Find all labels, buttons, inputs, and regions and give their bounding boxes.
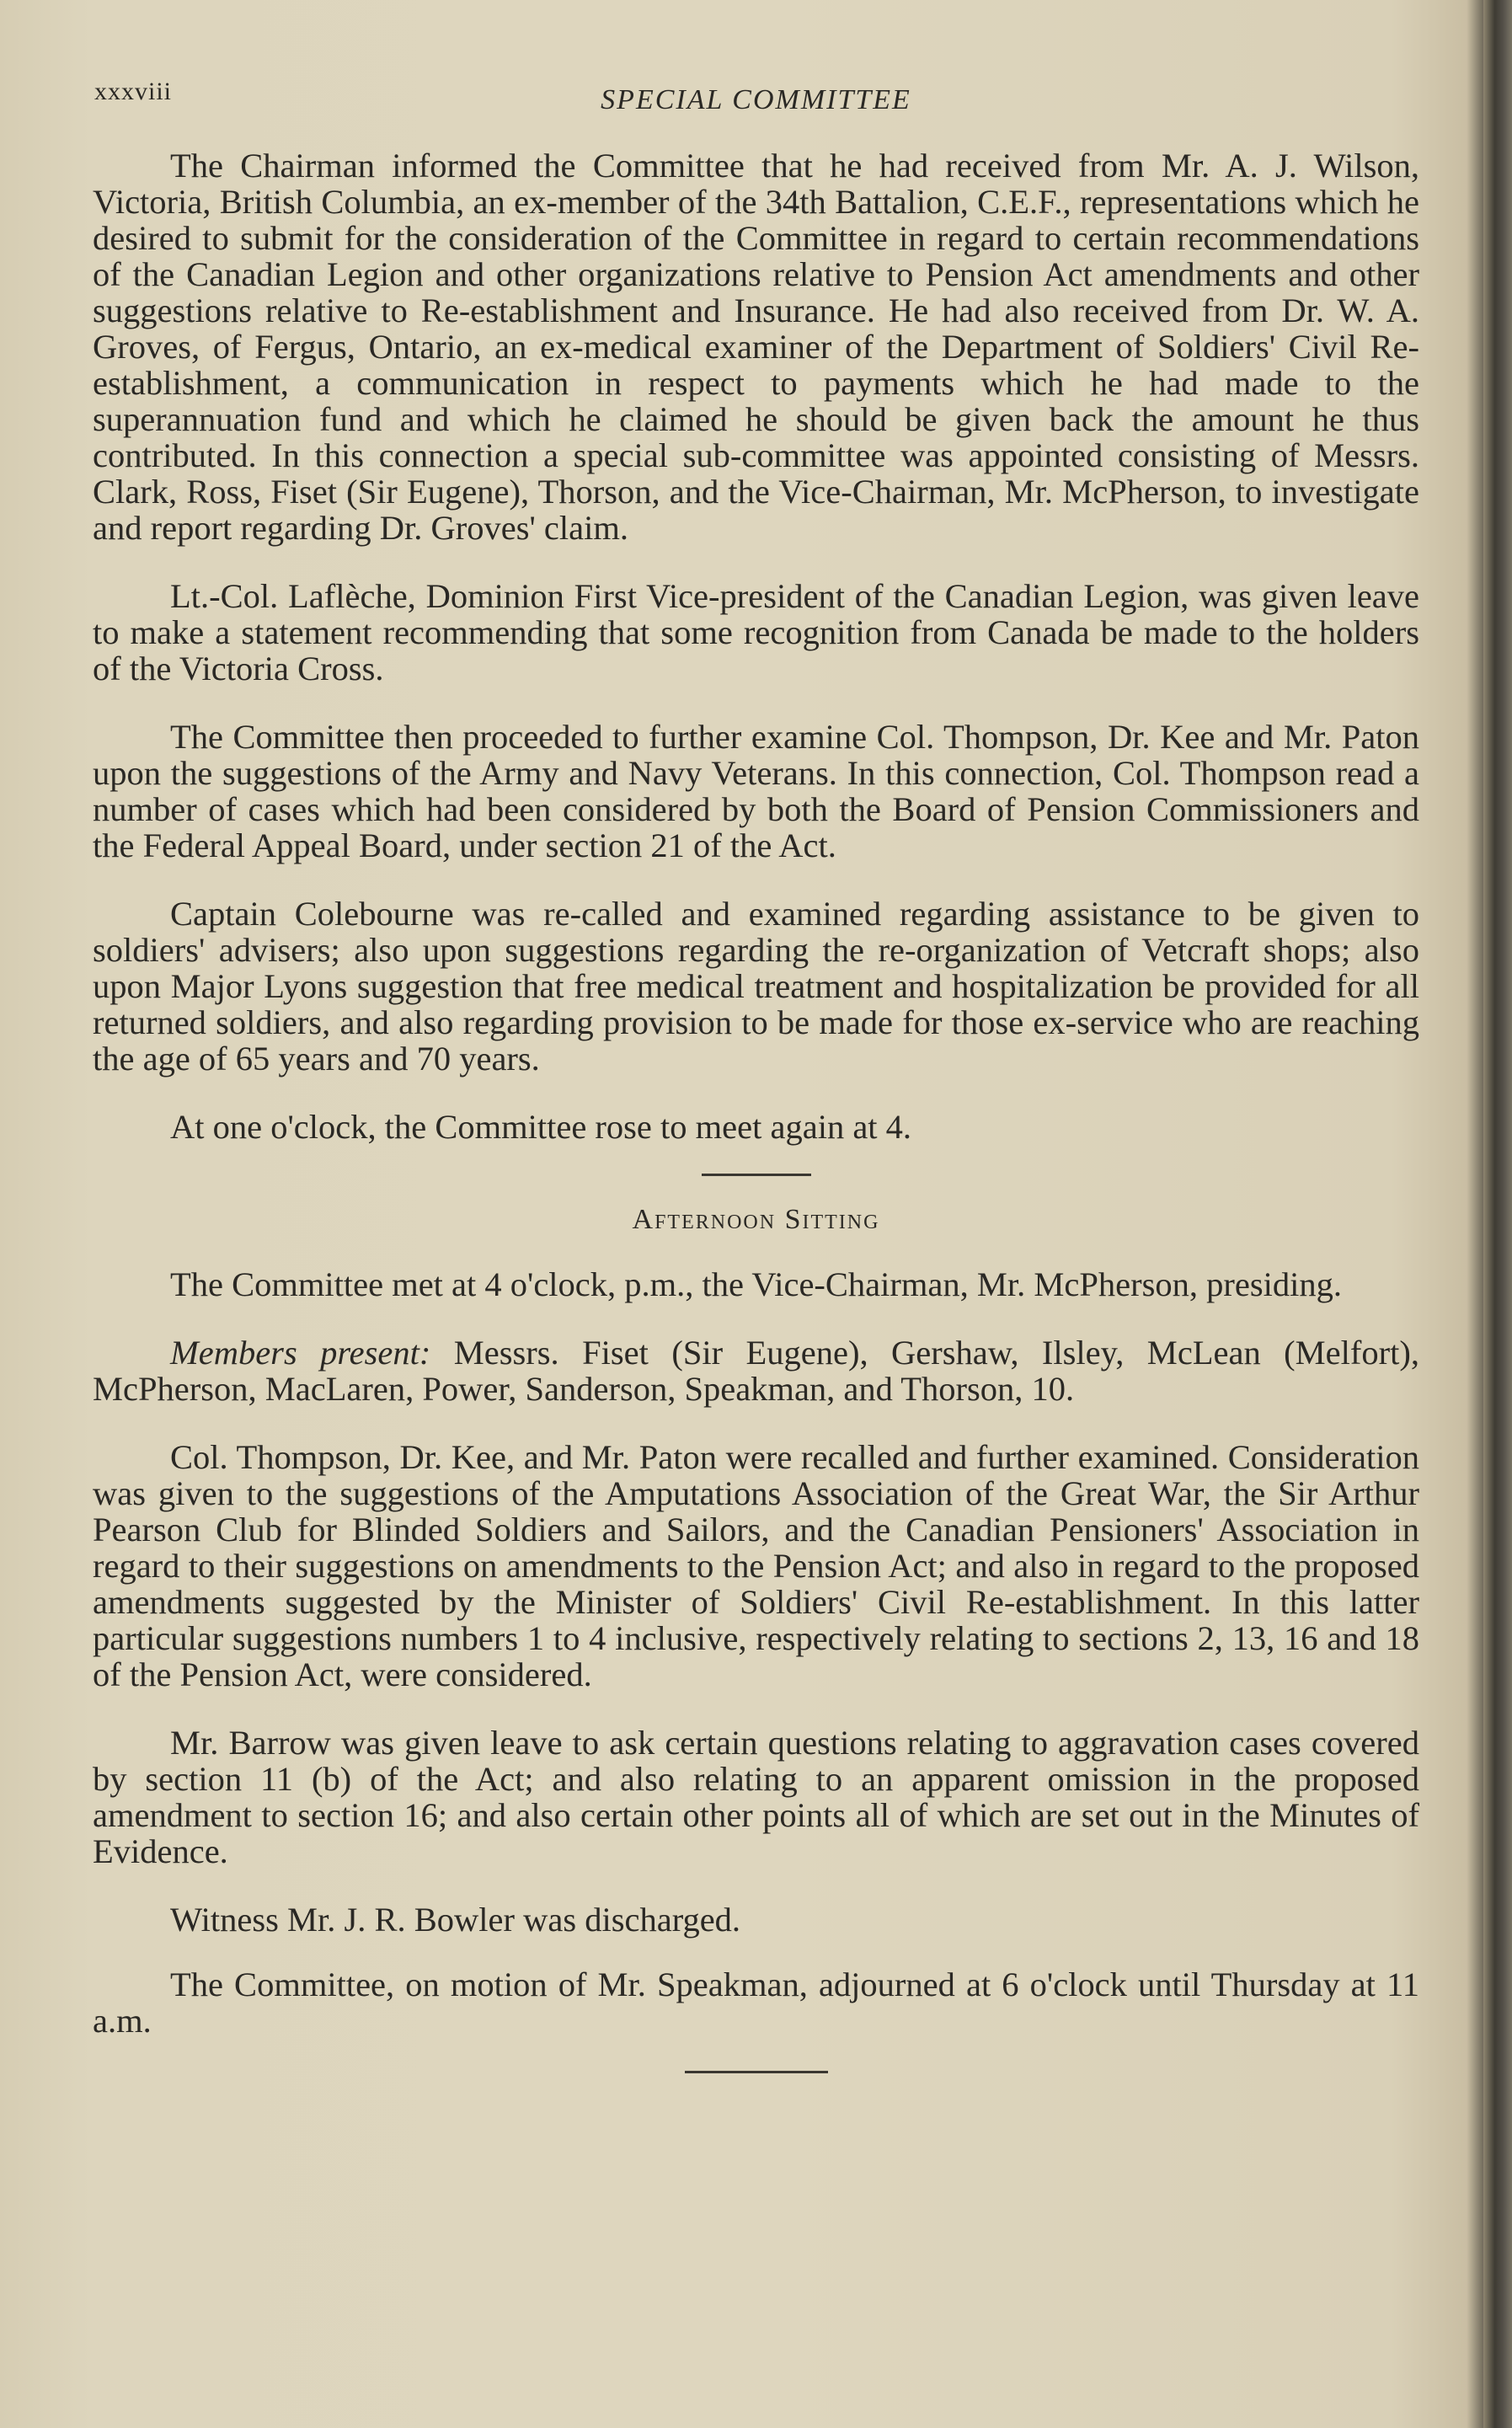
paragraph-barrow-questions: Mr. Barrow was given leave to ask certain questions relating to aggravation cases covered by section 11 (b) of the Act; and also relating to an apparent omission in the proposed amendment to section 16; and also certain other points all of which are set out in the Minutes of Evidence. bbox=[93, 1724, 1419, 1870]
book-spine-shadow bbox=[1483, 0, 1512, 2428]
page-number: xxxviii bbox=[94, 78, 173, 105]
section-heading-afternoon: Afternoon Sitting bbox=[632, 1204, 880, 1235]
paragraph-afternoon-opening: The Committee met at 4 o'clock, p.m., the Vice-Chairman, Mr. McPherson, presiding. bbox=[170, 1265, 1342, 1303]
paragraph-thompson-recalled: Col. Thompson, Dr. Kee, and Mr. Paton were recalled and further examined. Consideration was given to the suggestions of the Amputations Association of the Great War, the Sir Arthur Pearson Club for Blinded Soldiers and Sailors, and the Canadian Pensioners' Association in regard to their suggestions on amendments to the Pension Act; and also in regard to the proposed amendments suggested by the Minister of Soldiers' Civil Re-establishment. In this latter particular suggestions numbers 1 to 4 inclusive, respectively relating to sections 2, 13, 16 and 18 of the Pension Act, were considered. bbox=[93, 1438, 1419, 1693]
paragraph-members-present bbox=[93, 1334, 1419, 1407]
section-divider bbox=[702, 1174, 811, 1176]
paragraph-colebourne-examination: Captain Colebourne was re-called and examined regarding assistance to be given to soldiers' advisers; also upon suggestions regarding the re-organization of Vetcraft shops; also upon Major Lyons suggestion that free medical treatment and hospitalization be provided for all returned soldiers, and also regarding provision to be made for those ex-service who are reaching the age of 65 years and 70 years. bbox=[93, 895, 1419, 1078]
members-present-label: Members present: bbox=[170, 1334, 431, 1372]
paragraph-recess: At one o'clock, the Committee rose to meet again at 4. bbox=[170, 1108, 912, 1146]
end-divider bbox=[685, 2071, 828, 2073]
paragraph-adjournment: The Committee, on motion of Mr. Speakman, adjourned at 6 o'clock until Thursday at 11 a.m. bbox=[93, 1965, 1419, 2040]
page-body bbox=[93, 147, 1419, 2073]
paragraph-lafleche-statement: Lt.-Col. Laflèche, Dominion First Vice-president of the Canadian Legion, was given leave to make a statement recommending that some recognition from Canada be made to the holders of the Victoria Cross. bbox=[93, 577, 1419, 687]
paragraph-thompson-examination: The Committee then proceeded to further examine Col. Thompson, Dr. Kee and Mr. Paton upon the suggestions of the Army and Navy Veterans. In this connection, Col. Thompson read a number of cases which had been considered by both the Board of Pension Commissioners and the Federal Appeal Board, under section 21 of the Act. bbox=[93, 718, 1419, 864]
paragraph-witness-discharged: Witness Mr. J. R. Bowler was discharged. bbox=[170, 1901, 741, 1939]
running-head: SPECIAL COMMITTEE bbox=[601, 84, 911, 115]
paragraph-chairman-report: The Chairman informed the Committee that he had received from Mr. A. J. Wilson, Victoria, British Columbia, an ex-member of the 34th Battalion, C.E.F., representations which he desired to submit for the consideration of the Committee in regard to certain recommendations of the Canadian Legion and other organizations relative to Pension Act amendments and other suggestions relative to Re-establishment and Insurance. He had also received from Dr. W. A. Groves, of Fergus, Ontario, an ex-medical examiner of the Department of Soldiers' Civil Re-establishment, a communication in respect to payments which he had made to the superannuation fund and which he claimed he should be given back the amount he thus contributed. In this connection a special sub-committee was appointed consisting of Messrs. Clark, Ross, Fiset (Sir Eugene), Thorson, and the Vice-Chairman, Mr. McPherson, to investigate and report regarding Dr. Groves' claim. bbox=[93, 147, 1419, 547]
members-present-list: Messrs. Fiset (Sir Eugene), Gershaw, Ilsley, McLean (Melfort), McPherson, MacLaren, Power, Sanderson, Speakman, and Thorson, 10. bbox=[93, 1334, 1419, 1408]
